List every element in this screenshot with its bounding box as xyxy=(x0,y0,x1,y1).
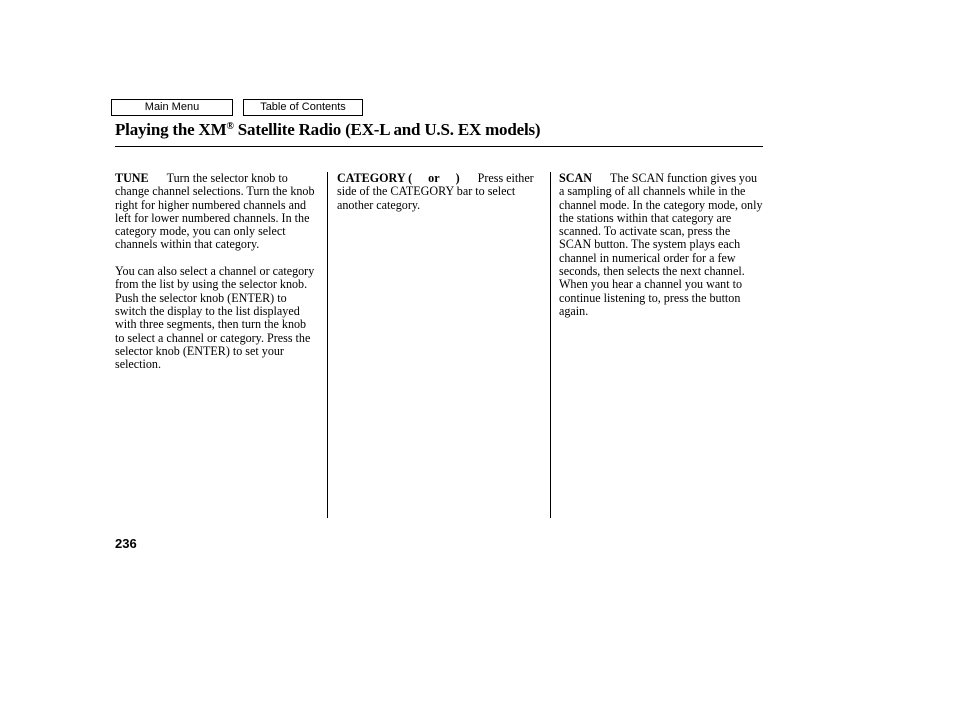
category-term-close: ) xyxy=(455,171,460,185)
scan-text: The SCAN function gives you a sampling of all channels while in the channel mode. In the category mode, only the stations within that category are scanned. To activate scan, press the SCAN button. The system plays each channel in numerical order for a few seconds, then selects the next channel. When you hear a channel you want to continue listening to, press the button again. xyxy=(559,171,763,318)
category-term-or: or xyxy=(428,171,440,185)
table-of-contents-button[interactable]: Table of Contents xyxy=(243,99,363,116)
category-column xyxy=(337,172,544,225)
scan-paragraph xyxy=(559,172,763,318)
page-number: 236 xyxy=(115,536,137,551)
tune-column xyxy=(115,172,318,385)
title-divider xyxy=(115,146,763,147)
scan-column xyxy=(559,172,763,332)
tune-paragraph xyxy=(115,172,318,252)
category-paragraph xyxy=(337,172,544,212)
tune-text: Turn the selector knob to change channel selections. Turn the knob right for higher numbered channels and left for lower numbered channels. In the category mode, you can only select channels within that category. xyxy=(115,171,315,252)
category-text: Press either side of the CATEGORY bar to select another category. xyxy=(337,171,534,212)
main-menu-button[interactable]: Main Menu xyxy=(111,99,233,116)
tune-paragraph-2: You can also select a channel or category from the list by using the selector knob. Push the selector knob (ENTER) to switch the display to the list displayed with three segments, then turn the knob to select a channel or category. Press the selector knob (ENTER) to set your selection. xyxy=(115,264,315,372)
tune-term: TUNE xyxy=(115,171,149,185)
category-term xyxy=(337,171,460,185)
category-term-open: CATEGORY ( xyxy=(337,171,413,185)
column-divider-1 xyxy=(327,172,328,518)
title-suffix: Satellite Radio (EX-L and U.S. EX models) xyxy=(233,120,541,139)
title-prefix: Playing the XM xyxy=(115,120,227,139)
registered-mark: ® xyxy=(226,121,234,132)
page-title xyxy=(115,120,540,140)
scan-term: SCAN xyxy=(559,171,592,185)
column-divider-2 xyxy=(550,172,551,518)
